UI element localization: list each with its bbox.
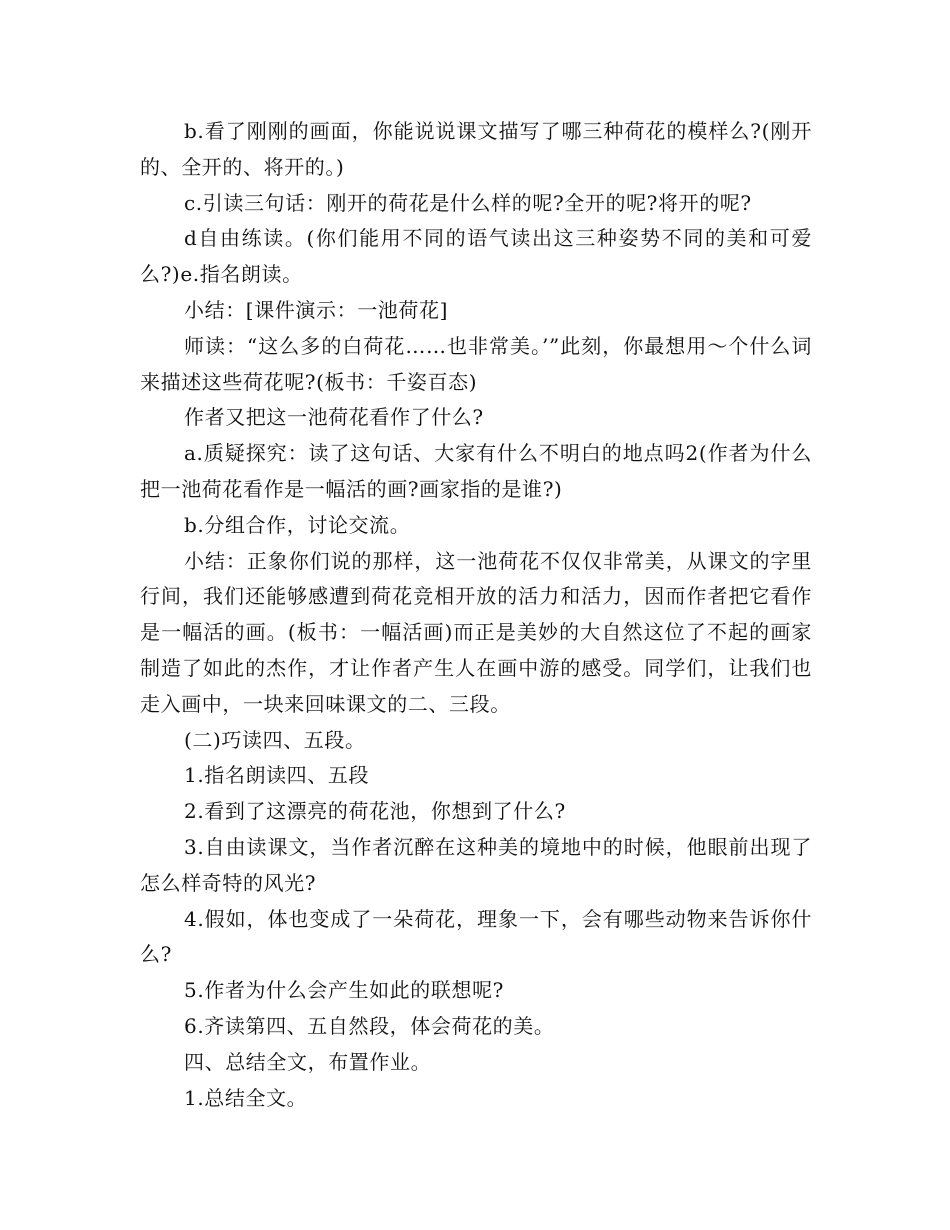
paragraph: (二)巧读四、五段。 bbox=[184, 727, 366, 752]
paragraph: 小结：正象你们说的那样，这一池荷花不仅仅非常美，从课文的字里行间，我们还能够感遭到荷花竞相开放的活力和活力，因而作者把它看作是一幅活的画。(板书：一幅活画)而正是美妙的大自然这位了不起的画家制造了如此的杰作，才让作者产生人在画中游的感受。同学们，让我们也走入画中，一块来回味课文的二、三段。 bbox=[140, 548, 812, 716]
paragraph: 小结：[课件演示：一池荷花] bbox=[184, 297, 449, 322]
paragraph: 5.作者为什么会产生如此的联想呢? bbox=[184, 978, 505, 1003]
paragraph: 四、总结全文，布置作业。 bbox=[184, 1049, 432, 1074]
paragraph: b.分组合作，讨论交流。 bbox=[184, 512, 411, 537]
paragraph: 6.齐读第四、五自然段，体会荷花的美。 bbox=[184, 1013, 555, 1038]
paragraph: c.引读三句话：刚开的荷花是什么样的呢?全开的呢?将开的呢? bbox=[184, 190, 752, 215]
paragraph: 1.总结全文。 bbox=[184, 1085, 308, 1110]
paragraph: 1.指名朗读四、五段 bbox=[184, 763, 370, 788]
document-body bbox=[140, 114, 812, 1116]
paragraph: 2.看到了这漂亮的荷花池，你想到了什么? bbox=[184, 799, 566, 824]
paragraph: 4.假如，体也变成了一朵荷花，理象一下，会有哪些动物来告诉你什么? bbox=[140, 906, 812, 967]
paragraph: 3.自由读课文，当作者沉醉在这种美的境地中的时候，他眼前出现了怎么样奇特的风光? bbox=[140, 834, 812, 895]
paragraph: a.质疑探究：读了这句话、大家有什么不明白的地点吗2(作者为什么把一池荷花看作是一幅活的画?画家指的是谁?) bbox=[140, 441, 812, 501]
paragraph: 师读：“这么多的白荷花……也非常美。’”此刻，你最想用～个什么词来描述这些荷花呢?(板书：千姿百态) bbox=[140, 333, 812, 394]
paragraph: 作者又把这一池荷花看作了什么? bbox=[184, 405, 484, 430]
paragraph: b.看了刚刚的画面，你能说说课文描写了哪三种荷花的模样么?(刚开的、全开的、将开的。) bbox=[140, 119, 812, 179]
paragraph: d自由练读。(你们能用不同的语气读出这三种姿势不同的美和可爱么?)e.指名朗读。 bbox=[140, 226, 812, 287]
